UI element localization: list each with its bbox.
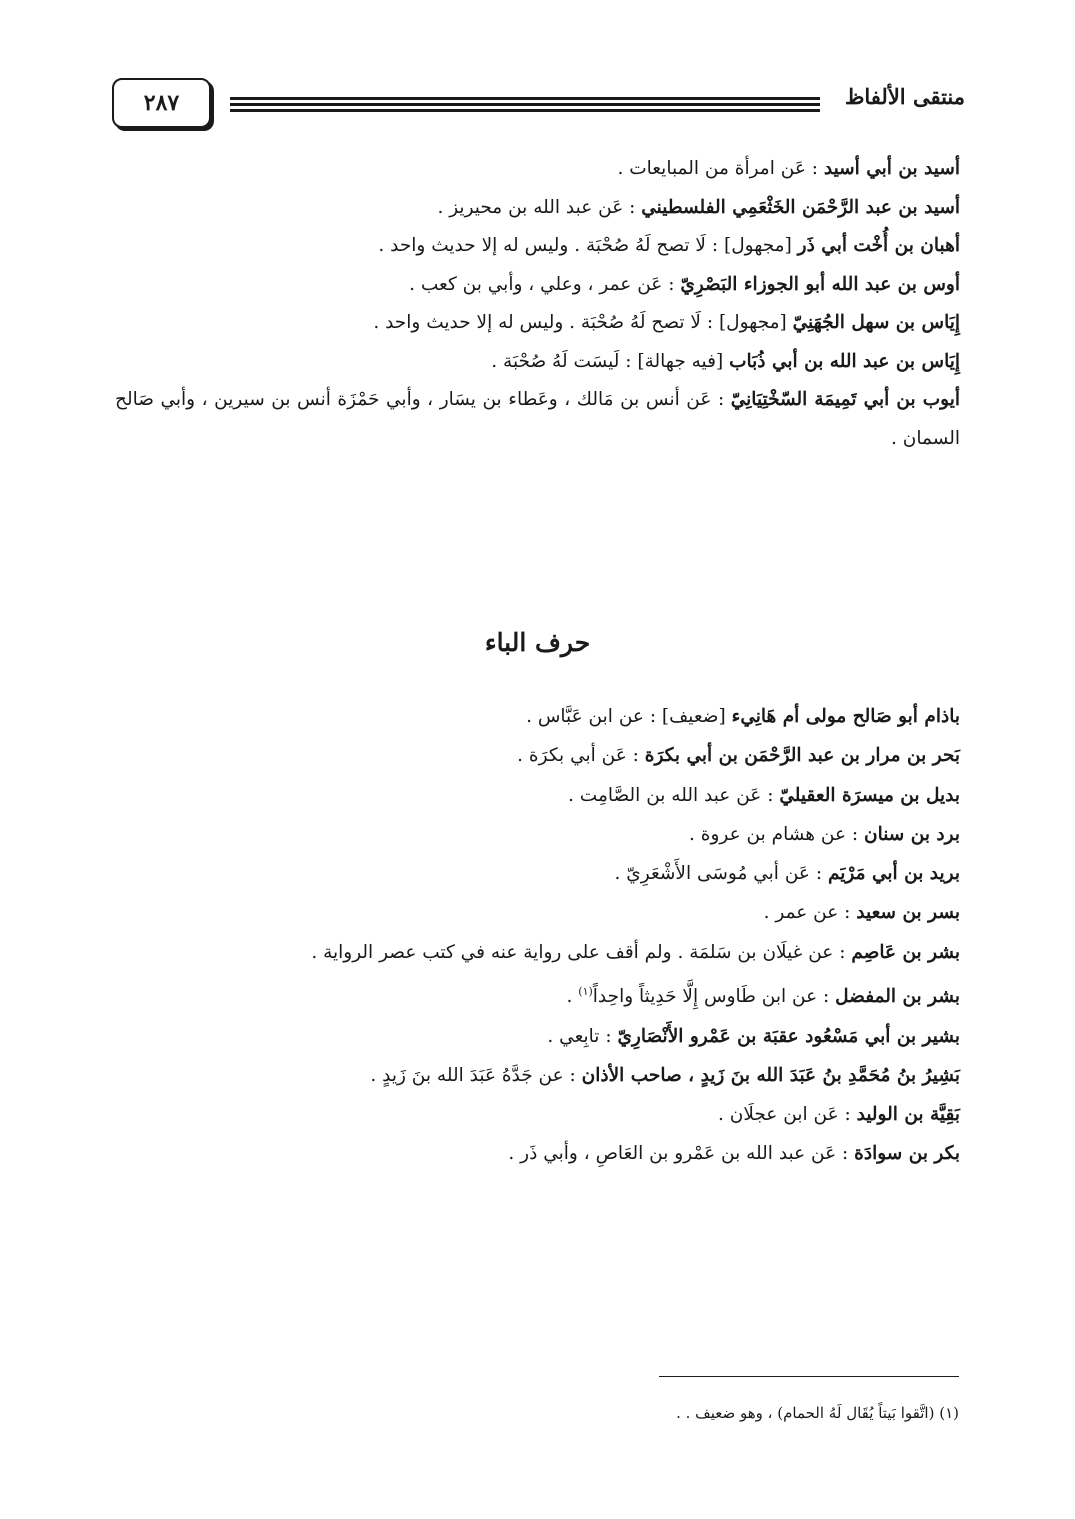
narrator-name: أيوب بن أبي تَمِيمَة السّخْتِيَانِيّ bbox=[730, 389, 960, 410]
narrator-entry bbox=[115, 1095, 960, 1134]
footnote-divider bbox=[659, 1376, 959, 1377]
narrator-text: : تابِعي . bbox=[547, 1025, 618, 1047]
narrator-entry bbox=[115, 1017, 960, 1056]
narrator-name: بكر بن سوادَة bbox=[854, 1143, 960, 1165]
entries-list-a bbox=[115, 150, 960, 458]
narrator-text: : عن غيلَان بن سَلمَة . ولم أقف على رواية عنه في كتب عصر الرواية . bbox=[311, 941, 852, 963]
narrator-name: بشر بن المفضل bbox=[835, 986, 960, 1008]
narrator-text: : عَن ابن عجلَان . bbox=[717, 1104, 857, 1126]
narrator-name: بديل بن ميسرَة العقيليّ bbox=[779, 784, 960, 806]
header-rule bbox=[230, 97, 820, 100]
narrator-name: إِيَاس بن سهل الجُهَنِيّ bbox=[792, 312, 960, 333]
narrator-text: [مجهول] : لَا تصح لَهُ صُحْبَة . وليس له إلا حديث واحد . bbox=[373, 312, 793, 333]
narrator-entry bbox=[115, 854, 960, 893]
narrator-entry bbox=[115, 1134, 960, 1173]
narrator-name: بَشِيرُ بنُ مُحَمَّدِ بنُ عَبَدَ الله بنَ زَيدٍ ، صاحب الأذان bbox=[581, 1064, 960, 1086]
narrator-text: : عن جَدَّهُ عَبَدَ الله بنَ زَيدٍ . bbox=[370, 1064, 582, 1086]
narrator-name: بشر بن عَاصِم bbox=[851, 941, 960, 963]
page-number-box bbox=[112, 78, 211, 128]
book-title: منتقى الألفاظ bbox=[844, 84, 965, 109]
narrator-entry bbox=[115, 304, 960, 343]
narrator-name: بشير بن أبي مَسْعُود عقبَة بن عَمْرو الأَنْصَارِيّ bbox=[617, 1025, 960, 1047]
narrator-entry bbox=[115, 227, 960, 266]
narrator-entry bbox=[115, 381, 960, 458]
narrator-name: بريد بن أبي مَرْيَم bbox=[827, 863, 960, 885]
page-number: ٢٨٧ bbox=[143, 90, 180, 116]
footnote: (١) (اتَّقوا بَيتاً يُقَال لَهُ الحمام) ، وهو ضعيف . . bbox=[676, 1404, 959, 1422]
narrator-name: برد بن سنان bbox=[863, 823, 960, 845]
narrator-text: : عن هشام بن عروة . bbox=[689, 823, 864, 845]
narrator-text: : عَن امرأة من المبايعات . bbox=[617, 158, 824, 179]
narrator-text: [مجهول] : لَا تصح لَهُ صُحْبَة . وليس له إلا حديث واحد . bbox=[378, 235, 798, 256]
narrator-name: أوس بن عبد الله أبو الجوزاء البَصْرِيّ bbox=[680, 273, 960, 295]
narrator-name: بسر بن سعيد bbox=[856, 902, 960, 924]
narrator-name: بَحر بن مرار بن عبد الرَّحْمَن بن أبي بكرَة bbox=[644, 745, 960, 767]
narrator-entry bbox=[115, 697, 960, 736]
narrator-name: إِيَاس بن عبد الله بن أبي ذُبَاب bbox=[729, 350, 960, 372]
narrator-text: [فيه جهالة] : لَيسَت لَهُ صُحْبَة . bbox=[491, 350, 730, 372]
narrator-entry bbox=[115, 972, 960, 1016]
narrator-entry bbox=[115, 1056, 960, 1095]
narrator-name: أسيد بن أبي أسيد bbox=[823, 158, 960, 179]
narrator-entry bbox=[115, 266, 960, 305]
footnote-ref[interactable]: (١) bbox=[578, 985, 593, 999]
narrator-name: أهبان بن أُخْت أبي ذَر bbox=[797, 235, 960, 256]
narrator-entry bbox=[115, 893, 960, 932]
narrator-entry bbox=[115, 815, 960, 854]
narrator-entry bbox=[115, 189, 960, 228]
narrator-text: : عن ابن طَاوس إِلَّا حَدِيثاً واحِداً bbox=[592, 986, 836, 1008]
narrator-text: : عن عمر . bbox=[763, 902, 857, 924]
entries-list-b bbox=[115, 697, 960, 1174]
narrator-text: : عَن أنس بن مَالك ، وعَطاء بن يسَار ، وأبي حَمْزَة أنس بن سيرين ، وأبي صَالح السمان . bbox=[115, 389, 960, 449]
section-heading: حرف الباء bbox=[484, 628, 591, 657]
header-rule bbox=[230, 103, 820, 106]
narrator-text: : عَن عبد الله بن محيريز . bbox=[437, 196, 642, 218]
narrator-name: باذام أبو صَالح مولى أم هَانِيء bbox=[731, 706, 960, 727]
narrator-text: : عَن عبد الله بن الصَّامِت . bbox=[568, 784, 780, 806]
narrator-entry bbox=[115, 933, 960, 972]
header-rule bbox=[230, 109, 820, 112]
narrator-name: بَقِيَّة بن الوليد bbox=[856, 1104, 960, 1126]
narrator-entry bbox=[115, 343, 960, 382]
narrator-text: : عَن عبد الله بن عَمْرو بن العَاصِ ، وأبي ذَر . bbox=[508, 1143, 855, 1165]
narrator-entry bbox=[115, 776, 960, 815]
page-header bbox=[110, 72, 965, 132]
narrator-entry bbox=[115, 150, 960, 189]
narrator-text: : عَن عمر ، وعلي ، وأبي بن كعب . bbox=[409, 273, 681, 295]
narrator-entry bbox=[115, 736, 960, 775]
narrator-text-tail: . bbox=[566, 986, 579, 1008]
narrator-text: [ضعيف] : عن ابن عَبَّاس . bbox=[526, 706, 732, 727]
narrator-name: أسيد بن عبد الرَّحْمَن الخَثْعَمِي الفلسطيني bbox=[641, 196, 960, 218]
narrator-text: : عَن أبي مُوسَى الأَشْعَرِيّ . bbox=[614, 863, 828, 885]
narrator-text: : عَن أبي بكرَة . bbox=[517, 745, 645, 767]
